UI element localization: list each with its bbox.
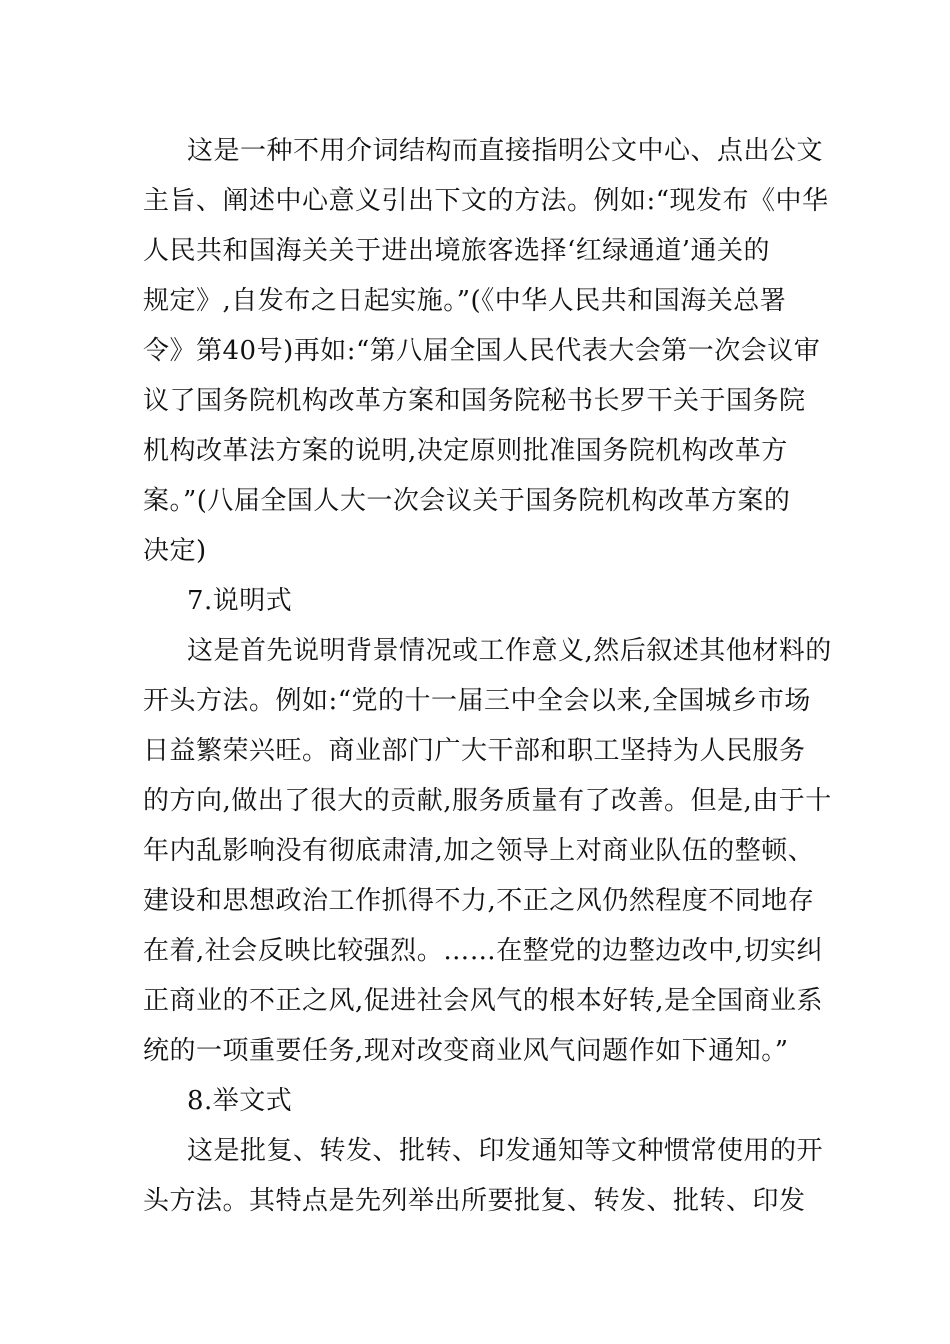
paragraph-line: 案。”(八届全国人大一次会议关于国务院机构改革方案的 [143,486,791,516]
paragraph-line: 统的一项重要任务,现对改变商业风气问题作如下通知。” [143,1036,789,1066]
paragraph-line: 主旨、阐述中心意义引出下文的方法。例如:“现发布《中华 [143,186,829,216]
paragraph-line: 人民共和国海关关于进出境旅客选择‘红绿通道’通关的 [143,236,771,266]
paragraph-line: 头方法。其特点是先列举出所要批复、转发、批转、印发 [143,1186,806,1216]
paragraph-line: 这是一种不用介词结构而直接指明公文中心、点出公文 [187,136,824,166]
section-heading: 8.举文式 [187,1086,293,1116]
paragraph-line: 年内乱影响没有彻底肃清,加之领导上对商业队伍的整顿、 [143,836,815,866]
paragraph-line: 日益繁荣兴旺。商业部门广大干部和职工坚持为人民服务 [143,736,806,766]
paragraph-line: 建设和思想政治工作抓得不力,不正之风仍然程度不同地存 [143,886,815,916]
paragraph-line: 开头方法。例如:“党的十一届三中全会以来,全国城乡市场 [143,686,811,716]
paragraph-line: 机构改革法方案的说明,决定原则批准国务院机构改革方 [143,436,788,466]
paragraph-line: 这是首先说明背景情况或工作意义,然后叙述其他材料的 [187,636,832,666]
paragraph-line: 决定) [143,536,207,566]
paragraph-line: 正商业的不正之风,促进社会风气的根本好转,是全国商业系 [143,986,824,1016]
paragraph-line: 令》第40号)再如:“第八届全国人民代表大会第一次会议审 [143,336,821,366]
document-body [143,126,832,1226]
section-heading: 7.说明式 [187,586,293,616]
paragraph-line: 这是批复、转发、批转、印发通知等文种惯常使用的开 [187,1136,824,1166]
paragraph-line: 议了国务院机构改革方案和国务院秘书长罗干关于国务院 [143,386,806,416]
paragraph-line: 的方向,做出了很大的贡献,服务质量有了改善。但是,由于十 [143,786,832,816]
paragraph-line: 规定》,自发布之日起实施。”(《中华人民共和国海关总署 [143,286,787,316]
paragraph-line: 在着,社会反映比较强烈。……在整党的边整边改中,切实纠 [143,936,824,966]
